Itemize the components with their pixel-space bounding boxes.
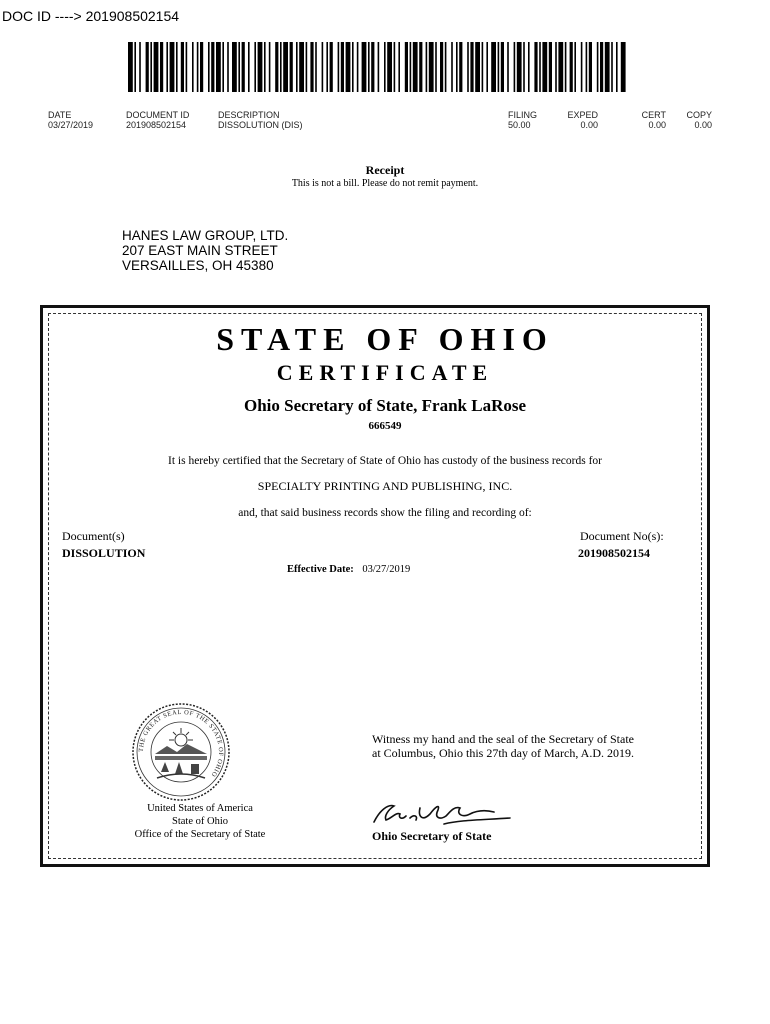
address-line-3: VERSAILLES, OH 45380 — [122, 258, 274, 273]
header-col-filing: FILING 50.00 — [508, 110, 538, 130]
receipt-note: This is not a bill. Please do not remit payment. — [291, 178, 479, 189]
secretary-line: Ohio Secretary of State, Frank LaRose — [243, 396, 527, 415]
barcode — [128, 42, 626, 92]
seal-caption — [90, 802, 310, 841]
header-col-cert: CERT 0.00 — [641, 110, 666, 130]
great-seal-of-ohio — [131, 702, 231, 802]
header-col-copy: COPY 0.00 — [686, 110, 712, 130]
header-col-date: DATE 03/27/2019 — [48, 110, 94, 130]
document-value: DISSOLUTION — [62, 546, 146, 560]
company-name: SPECIALTY PRINTING AND PUBLISHING, INC. — [257, 479, 513, 493]
header-col-exped: EXPED 0.00 — [567, 110, 598, 130]
seal-caption-line-1: United States of America — [147, 803, 253, 814]
seal-caption-line-3: Office of the Secretary of State — [134, 829, 266, 840]
address-line-2: 207 EAST MAIN STREET — [122, 243, 278, 258]
records-text: and, that said business records show the filing and recording of: — [238, 507, 532, 519]
documents-label: Document(s) — [62, 529, 125, 543]
witness-text: Witness my hand and the seal of the Secretary of State at Columbus, Ohio this 27th day of March, A.D. 2019. — [372, 732, 634, 760]
document-number-value: 201908502154 — [578, 546, 650, 560]
certificate-heading: CERTIFICATE — [276, 360, 494, 385]
header-col-description: DESCRIPTION DISSOLUTION (DIS) — [218, 110, 303, 130]
document-number-label: Document No(s): — [580, 529, 664, 543]
signature-label: Ohio Secretary of State — [372, 829, 492, 843]
receipt-title: Receipt — [365, 163, 405, 177]
state-title: STATE OF OHIO — [216, 321, 554, 357]
signature — [370, 796, 520, 830]
effective-date — [287, 564, 410, 575]
custody-text: It is hereby certified that the Secretary of State of Ohio has custody of the business records for — [168, 455, 602, 467]
address-line-1: HANES LAW GROUP, LTD. — [122, 228, 289, 243]
seal-caption-line-2: State of Ohio — [172, 816, 228, 827]
svg-text:THE GREAT SEAL OF THE STATE OF: THE GREAT SEAL OF THE STATE OF OHIO — [137, 708, 225, 779]
effective-date-value: 03/27/2019 — [362, 564, 411, 575]
certificate-number: 666549 — [368, 420, 402, 432]
doc-id-line: DOC ID ----> 201908502154 — [2, 8, 180, 24]
header-col-document-id: DOCUMENT ID 201908502154 — [126, 110, 190, 130]
effective-date-label: Effective Date: — [287, 564, 354, 575]
